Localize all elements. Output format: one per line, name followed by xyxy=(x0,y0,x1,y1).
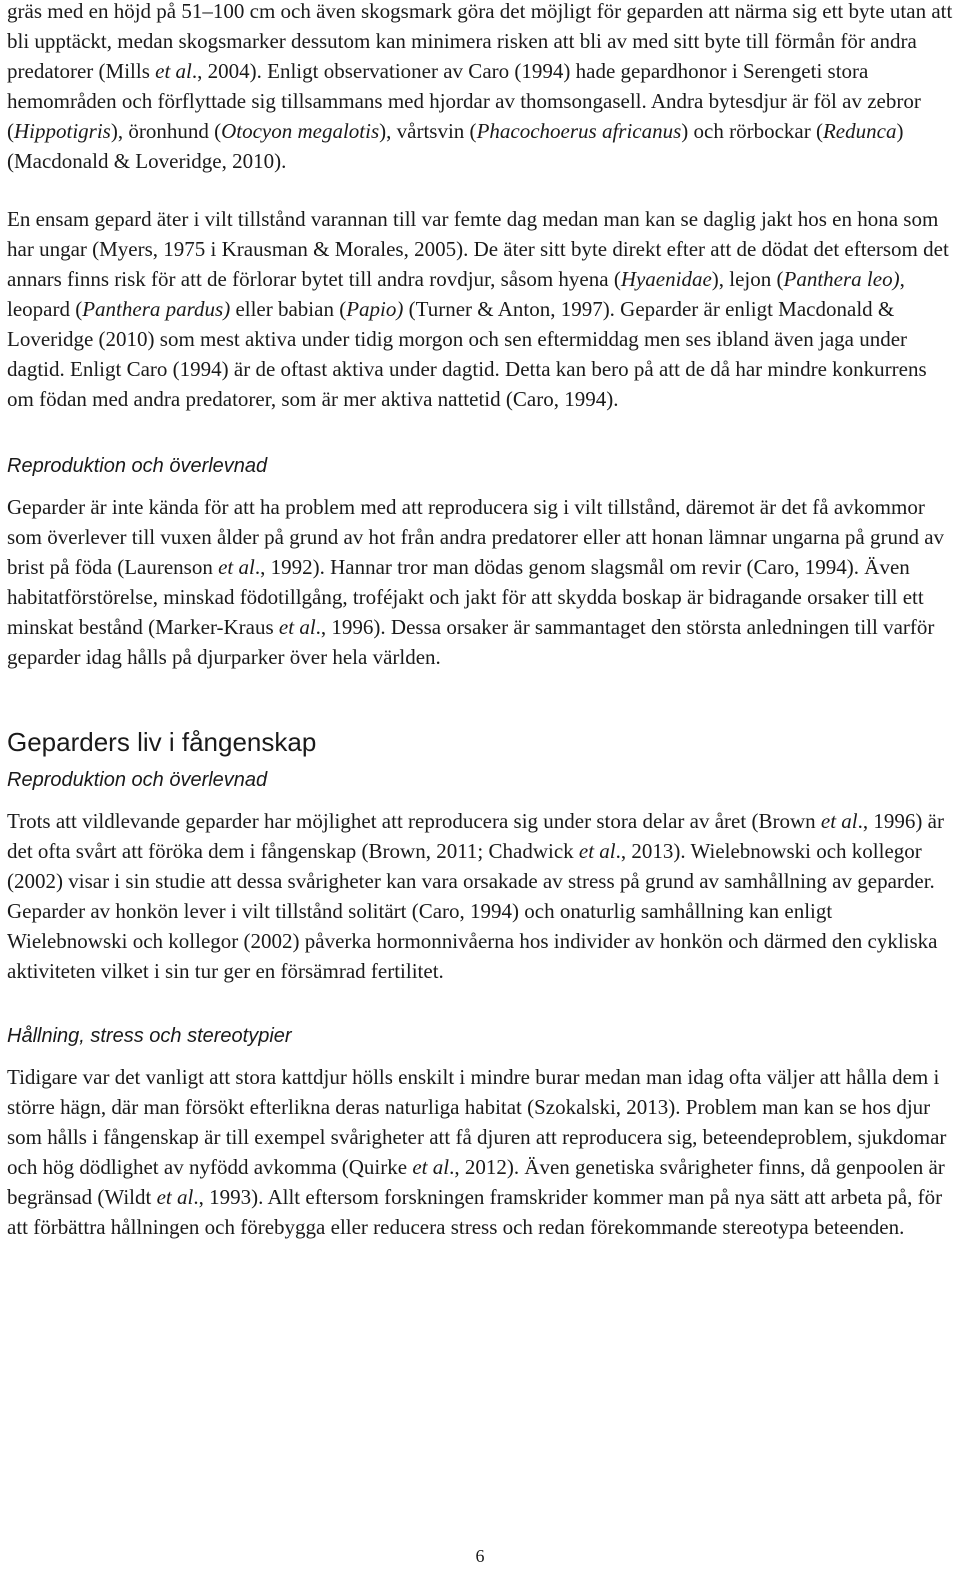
species-name: Panthera leo) xyxy=(783,267,900,291)
text-run: (Turner & Anton, 1997). Geparder är enligt Macdonald & Loveridge (2010) som mest aktiva under tidig morgon och sen eftermiddag men ses ibland även jaga under dagtid. Enligt Caro (1994) är de oftast aktiva under dagtid. Detta kan bero på att de då har mindre konkurrens om födan med andra predatorer, som är mer aktiva nattetid (Caro, 1994). xyxy=(7,297,927,411)
subheading-reproduction-captivity: Reproduktion och överlevnad xyxy=(7,769,268,791)
italic-run: et al xyxy=(578,839,616,863)
text-run: Trots att vildlevande geparder har möjlighet att reproducera sig under stora delar av året (Brown xyxy=(7,809,821,833)
text-run: ), öronhund ( xyxy=(110,119,222,143)
text-run: eller babian ( xyxy=(230,297,347,321)
text-run: ., 1996). Dessa orsaker är sammantaget den största anledningen till varför geparder idag hålls på djurparker över hela världen. xyxy=(7,615,935,669)
page-number: 6 xyxy=(475,1546,485,1566)
paragraph-husbandry xyxy=(7,1062,953,1242)
species-name: Redunca xyxy=(822,119,897,143)
species-name: Hyaenidae xyxy=(620,267,712,291)
text-run: , leopard ( xyxy=(7,267,905,321)
italic-run: et al xyxy=(155,59,192,83)
paragraph-prey xyxy=(7,0,953,176)
subheading-husbandry: Hållning, stress och stereotypier xyxy=(7,1025,292,1047)
subheading-reproduction-wild: Reproduktion och överlevnad xyxy=(7,455,268,477)
text-run: ., 1992). Hannar tror man dödas genom slagsmål om revir (Caro, 1994). Även habitatförstörelse, minskad födotillgång, troféjakt och jakt för att skydda boskap är bidragande orsaker till ett minskat bestånd (Marker-Kraus xyxy=(7,555,924,639)
section-heading: Geparders liv i fångenskap xyxy=(7,727,317,757)
italic-run: et al xyxy=(820,809,858,833)
text-run: gräs med en höjd på 51–100 cm och även skogsmark göra det möjligt för geparden att närma sig ett byte utan att bli upptäckt, medan skogsmarker dessutom kan minimera risken att bli av med sitt byte till förmån för andra predatorer (Mills xyxy=(7,0,953,83)
text-run: Tidigare var det vanligt att stora kattdjur hölls enskilt i mindre burar medan man idag ofta väljer att hålla dem i större hägn, där man försökt efterlikna deras naturliga habitat (Szokalski, 2013). Problem man kan se hos djur som hålls i fångenskap är till exempel svårigheter att få djuren att reproducera sig, beteendeproblem, sjukdomar och hög dödlighet av nyfödd avkomma (Quirke xyxy=(7,1065,947,1179)
text-run: ., 1993). Allt eftersom forskningen framskrider kommer man på nya sätt att arbeta på, för att förbättra hållningen och förebygga eller reducera stress och redan förekommande stereotypa beteenden. xyxy=(7,1185,943,1239)
text-run: ., 2013). Wielebnowski och kollegor (2002) visar i sin studie att dessa svårigheter kan vara orsakade av stress på grund av samhållning av geparder. Geparder av honkön lever i vilt tillstånd solitärt (Caro, 1994) och onaturlig samhållning kan enligt Wielebnowski och kollegor (2002) påverka hormonnivåerna hos individer av honkön och därmed den cykliska aktiviteten vilket i sin tur ger en försämrad fertilitet. xyxy=(7,839,938,983)
species-name: Panthera pardus) xyxy=(82,297,231,321)
paragraph-reproduction-captivity xyxy=(7,806,953,986)
paragraph-feeding xyxy=(7,204,953,414)
text-run: Geparder är inte kända för att ha problem med att reproducera sig i vilt tillstånd, däremot är det få avkommor som överlever till vuxen ålder på grund av hot från andra predatorer eller att honan lämnar ungarna på grund av brist på föda (Laurenson xyxy=(7,495,945,579)
italic-run: et al xyxy=(218,555,255,579)
page-content xyxy=(7,0,953,1242)
text-run: ., 1996) är det ofta svårt att föröka dem i fångenskap (Brown, 2011; Chadwick xyxy=(7,809,944,863)
text-run: En ensam gepard äter i vilt tillstånd varannan till var femte dag medan man kan se daglig jakt hos en hona som har ungar (Myers, 1975 i Krausman & Morales, 2005). De äter sitt byte direkt efter att de dödat det eftersom det annars finns risk för att de förlorar bytet till andra rovdjur, såsom hyena ( xyxy=(7,207,949,291)
species-name: Otocyon megalotis xyxy=(221,119,380,143)
text-run: ., 2004). Enligt observationer av Caro (1994) hade gepardhonor i Serengeti stora hemområden och förflyttade sig tillsammans med hjordar av thomsongasell. Andra bytesdjur är föl av zebror ( xyxy=(7,59,921,143)
text-run: ), lejon ( xyxy=(711,267,784,291)
text-run: ., 2012). Även genetiska svårigheter finns, då genpoolen är begränsad (Wildt xyxy=(7,1155,945,1209)
text-run: ), vårtsvin ( xyxy=(379,119,477,143)
species-name: Papio) xyxy=(346,297,404,321)
species-name: Hippotigris xyxy=(14,119,111,143)
italic-run: et al xyxy=(412,1155,450,1179)
text-run: ) och rörbockar ( xyxy=(681,119,823,143)
italic-run: et al xyxy=(278,615,316,639)
species-name: Phacochoerus africanus xyxy=(476,119,682,143)
text-run: ) (Macdonald & Loveridge, 2010). xyxy=(7,119,904,173)
italic-run: et al xyxy=(156,1185,194,1209)
paragraph-reproduction-wild xyxy=(7,492,953,672)
